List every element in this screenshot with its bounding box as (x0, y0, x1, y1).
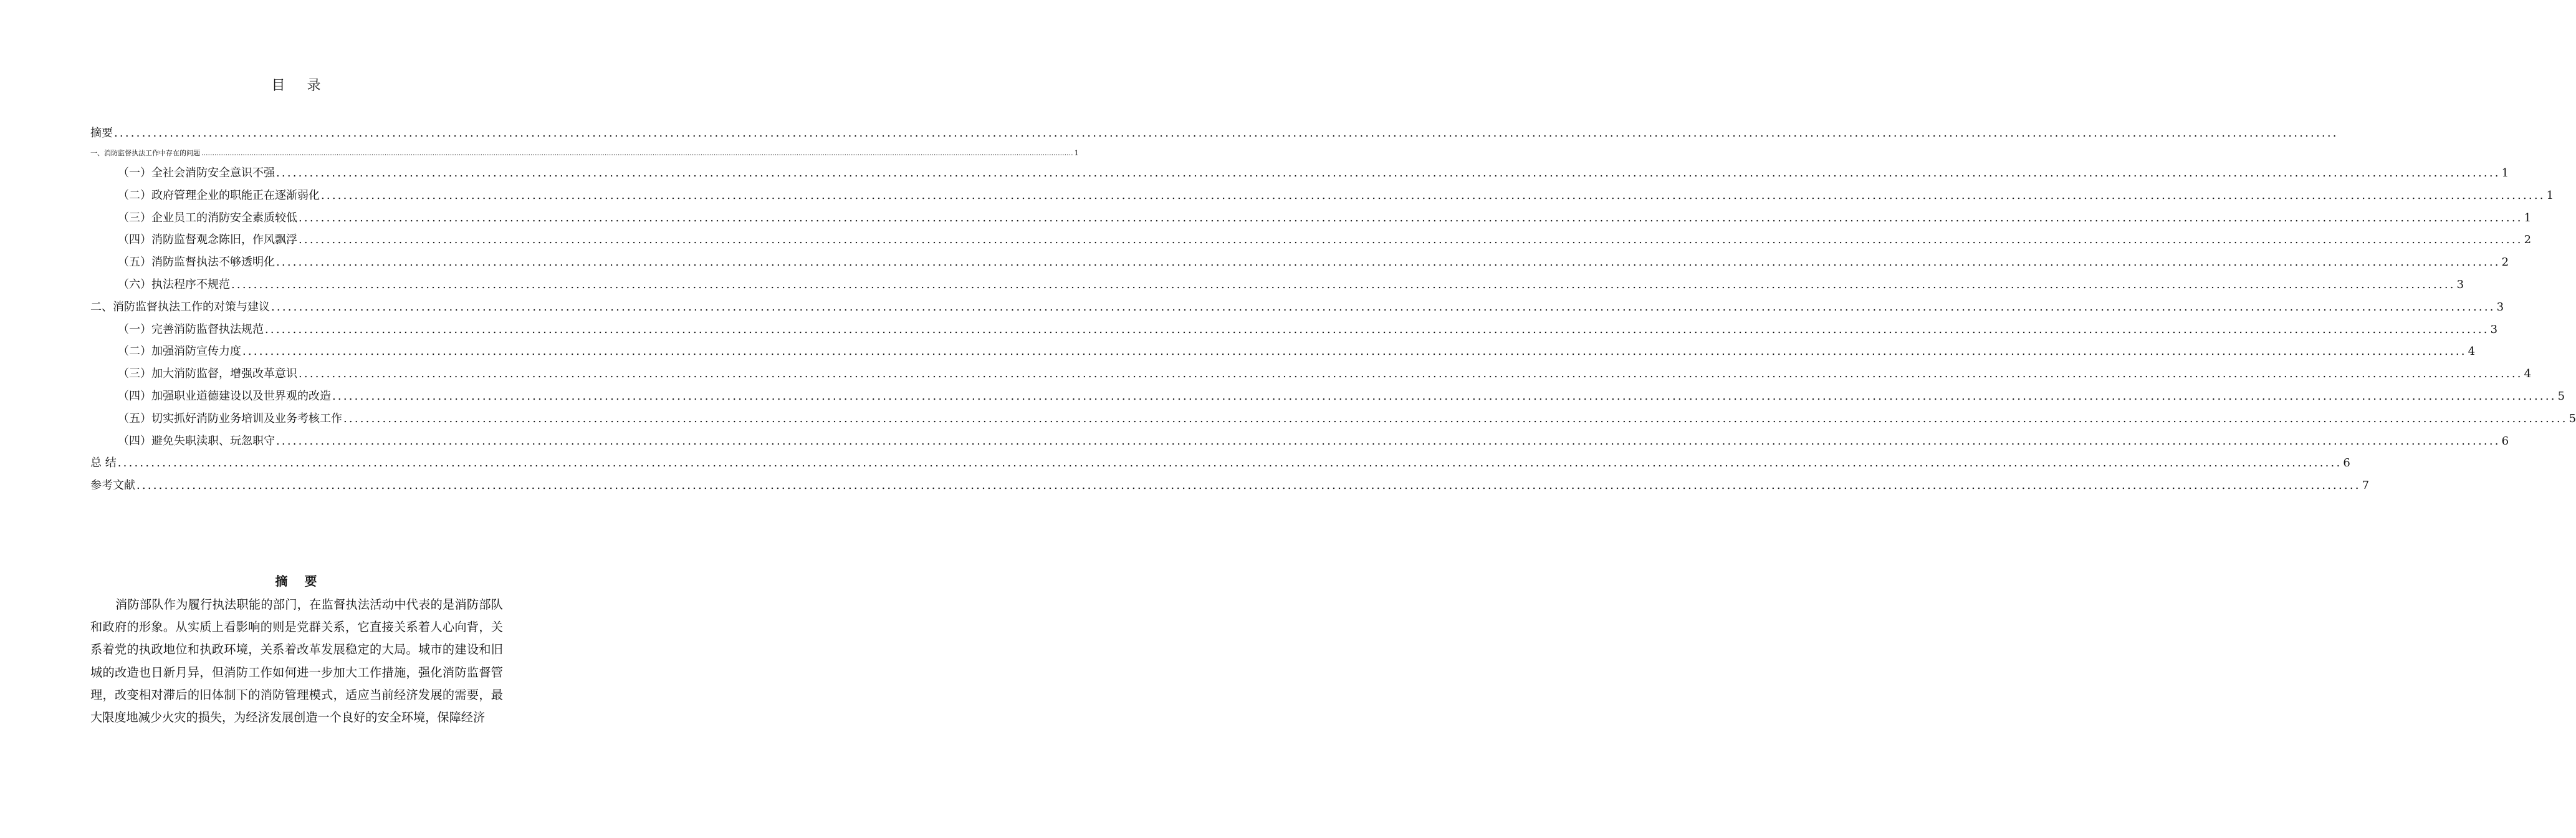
toc-entry[interactable] (90, 122, 2339, 145)
toc-leader-dots: ................................................................................................................................................................................................................................................................................................................................................................................................................ (271, 300, 2496, 314)
toc-entry-label: 总 结 (90, 456, 117, 470)
toc-entry-label: （四）避免失职渎职、玩忽职守 (118, 434, 275, 448)
toc-entry[interactable] (90, 408, 2576, 430)
toc-entry-page: 7 (2362, 479, 2370, 493)
toc-leader-dots: ................................................................................................................................................................................................................................................................................................................................................................................................................ (265, 322, 2489, 336)
toc-title: 目 录 (271, 78, 330, 94)
toc-entry-label: （二）政府管理企业的职能正在逐渐弱化 (118, 188, 320, 202)
toc-leader-dots: ................................................................................................................................................................................................................................................................................................................................................................................................................ (299, 233, 2523, 247)
toc-entry[interactable] (90, 474, 2370, 497)
toc-entry-page: 2 (2524, 233, 2532, 247)
toc-entry-page: 1 (1074, 149, 1079, 157)
toc-entry-page: 3 (2490, 322, 2498, 336)
toc-entry-label: （二）加强消防宣传力度 (118, 345, 241, 359)
toc-entry-label: （四）加强职业道德建设以及世界观的改造 (118, 389, 331, 403)
toc-leader-dots: ................................................................................................................................................................................................................................................................................................................................................................................................................ (201, 149, 1073, 157)
toc-entry[interactable] (90, 145, 1079, 162)
toc-entry-page: 1 (2501, 166, 2509, 180)
toc-entry[interactable] (90, 363, 2532, 385)
toc-entry[interactable] (90, 430, 2509, 453)
toc-entry[interactable] (90, 296, 2504, 319)
toc-entry-page: 1 (2546, 188, 2554, 202)
toc-entry-label: （五）切实抓好消防业务培训及业务考核工作 (118, 412, 342, 425)
toc-entry-page: 1 (2524, 211, 2532, 224)
toc-entry-page: 5 (2569, 412, 2576, 425)
toc-entry-page: 4 (2524, 367, 2532, 381)
toc-entry-page: 6 (2501, 434, 2509, 448)
toc-entry-page: 6 (2343, 456, 2350, 470)
toc-leader-dots: ................................................................................................................................................................................................................................................................................................................................................................................................................ (343, 412, 2568, 425)
toc-entry[interactable] (90, 185, 2554, 207)
toc-entry-page: 3 (2456, 277, 2464, 291)
toc-entry-page: 2 (2501, 256, 2509, 269)
toc-leader-dots: ................................................................................................................................................................................................................................................................................................................................................................................................................ (117, 456, 2342, 470)
toc-entry-page: 3 (2496, 300, 2504, 314)
toc-entry-label: （五）消防监督执法不够透明化 (118, 256, 275, 269)
toc-entry-label: （六）执法程序不规范 (118, 277, 230, 291)
abstract-body: 消防部队作为履行执法职能的部门，在监督执法活动中代表的是消防部队和政府的形象。从实质上看影响的则是党群关系，它直接关系着人心向背，关系着党的执政地位和执政环境，关系着改革发展稳定的大局。城市的建设和旧城的改造也日新月异，但消防工作如何进一步加大工作措施，强化消防监督管理，改变相对滞后的旧体制下的消防管理模式，适应当前经济发展的需要，最大限度地减少火灾的损失，为经济发展创造一个良好的安全环境，保障经济 (90, 597, 503, 725)
toc-entry[interactable] (90, 340, 2476, 363)
toc-entry[interactable] (90, 207, 2532, 229)
toc-leader-dots: ................................................................................................................................................................................................................................................................................................................................................................................................................ (276, 434, 2501, 448)
toc-entry[interactable] (90, 385, 2565, 408)
toc-entry[interactable] (90, 162, 2509, 185)
toc-entry-label: （三）加大消防监督，增强改革意识 (118, 367, 297, 381)
toc-leader-dots: ................................................................................................................................................................................................................................................................................................................................................................................................................ (321, 188, 2545, 202)
toc-entry[interactable] (90, 274, 2464, 296)
toc-leader-dots: ................................................................................................................................................................................................................................................................................................................................................................................................................ (242, 345, 2467, 359)
toc-leader-dots: ................................................................................................................................................................................................................................................................................................................................................................................................................ (231, 277, 2456, 291)
toc-leader-dots: ................................................................................................................................................................................................................................................................................................................................................................................................................ (299, 211, 2523, 224)
toc-entry[interactable] (90, 319, 2498, 341)
table-of-contents (90, 122, 2576, 497)
toc-entry-label: （一）完善消防监督执法规范 (118, 322, 264, 336)
toc-entry-label: 摘要 (90, 127, 113, 140)
toc-entry-label: 二、消防监督执法工作的对策与建议 (90, 300, 270, 314)
toc-entry-label: 参考文献 (90, 479, 135, 493)
toc-entry-label: （四）消防监督观念陈旧，作风飘浮 (118, 233, 297, 247)
toc-entry[interactable] (90, 229, 2532, 251)
toc-leader-dots: ................................................................................................................................................................................................................................................................................................................................................................................................................ (332, 389, 2557, 403)
toc-entry[interactable] (90, 251, 2509, 274)
abstract-title: 摘 要 (275, 574, 323, 589)
toc-leader-dots: ................................................................................................................................................................................................................................................................................................................................................................................................................ (276, 256, 2501, 269)
toc-entry[interactable] (90, 452, 2350, 474)
toc-leader-dots: ................................................................................................................................................................................................................................................................................................................................................................................................................ (114, 127, 2339, 140)
toc-entry-label: （三）企业员工的消防安全素质较低 (118, 211, 297, 224)
toc-entry-page: 4 (2468, 345, 2476, 359)
toc-entry-page: 5 (2557, 389, 2565, 403)
toc-entry-label: （一）全社会消防安全意识不强 (118, 166, 275, 180)
toc-entry-label: 一、消防监督执法工作中存在的问题 (90, 149, 200, 157)
toc-leader-dots: ................................................................................................................................................................................................................................................................................................................................................................................................................ (276, 166, 2501, 180)
toc-leader-dots: ................................................................................................................................................................................................................................................................................................................................................................................................................ (299, 367, 2523, 381)
toc-leader-dots: ................................................................................................................................................................................................................................................................................................................................................................................................................ (136, 479, 2361, 493)
